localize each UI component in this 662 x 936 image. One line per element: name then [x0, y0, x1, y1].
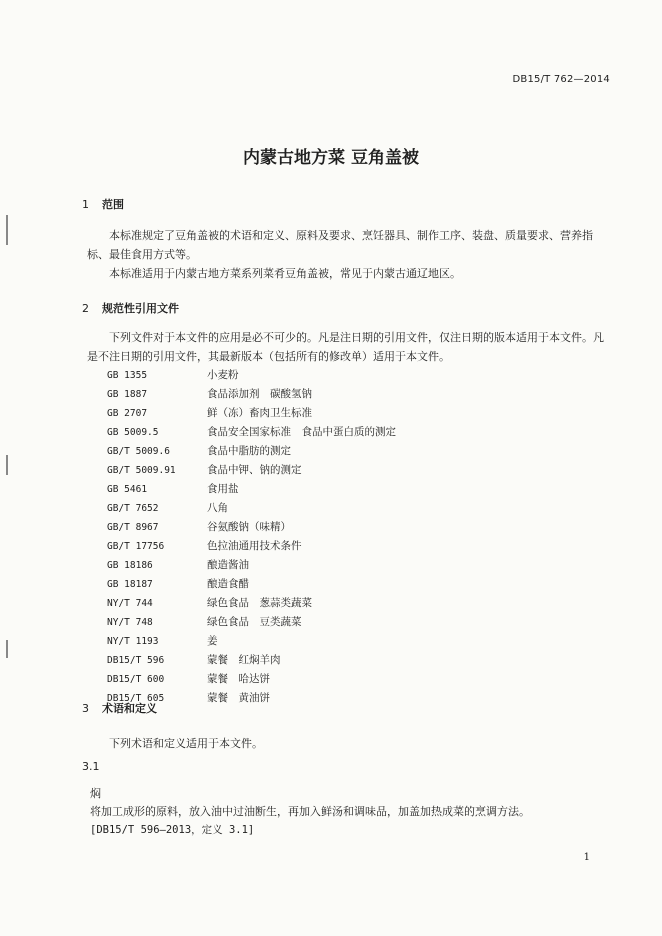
reference-title: 食品添加剂 碳酸氢钠 [207, 388, 312, 400]
reference-item [107, 423, 396, 442]
reference-code: DB15/T 600 [107, 674, 165, 685]
reference-title: 食品中脂肪的测定 [207, 445, 291, 457]
reference-code: GB 5009.5 [107, 427, 159, 438]
reference-item [107, 518, 396, 537]
reference-code: GB 1887 [107, 389, 148, 400]
definition-source: [DB15/T 596—2013，定义 3.1] [90, 824, 255, 836]
subclause-number: 3.1 [82, 760, 100, 773]
reference-title: 鲜（冻）畜肉卫生标准 [207, 407, 312, 419]
reference-item [107, 385, 396, 404]
reference-code: GB 18186 [107, 560, 153, 571]
reference-item [107, 556, 396, 575]
scope-paragraph-2: 本标准适用于内蒙古地方菜系列菜肴豆角盖被，常见于内蒙古通辽地区。 [109, 267, 461, 280]
reference-code: DB15/T 605 [107, 693, 165, 704]
reference-title: 蒙餐 黄油饼 [207, 692, 270, 704]
reference-title: 八角 [207, 502, 228, 514]
terms-intro: 下列术语和定义适用于本文件。 [109, 737, 263, 750]
scan-edge-mark [6, 215, 8, 245]
reference-title: 食用盐 [207, 483, 239, 495]
reference-title: 酿造食醋 [207, 578, 249, 590]
reference-item [107, 480, 396, 499]
reference-item [107, 442, 396, 461]
scan-edge-mark [6, 455, 8, 475]
reference-title: 谷氨酸钠（味精） [207, 521, 291, 533]
reference-code: GB 18187 [107, 579, 153, 590]
reference-item [107, 613, 396, 632]
reference-code: NY/T 748 [107, 617, 153, 628]
references-intro: 下列文件对于本文件的应用是必不可少的。凡是注日期的引用文件，仅注日期的版本适用于本文件。凡是不注日期的引用文件，其最新版本（包括所有的修改单）适用于本文件。 [87, 331, 604, 363]
term: 焖 [90, 787, 101, 800]
reference-title: 酿造酱油 [207, 559, 249, 571]
reference-list [107, 366, 396, 708]
scope-paragraph-1: 本标准规定了豆角盖被的术语和定义、原料及要求、烹饪器具、制作工序、装盘、质量要求、营养指标、最佳食用方式等。 [87, 229, 593, 261]
reference-code: GB 1355 [107, 370, 148, 381]
reference-item [107, 404, 396, 423]
reference-code: GB/T 5009.6 [107, 446, 170, 457]
section-number: 1 [82, 198, 89, 211]
reference-item [107, 632, 396, 651]
reference-code: DB15/T 596 [107, 655, 165, 666]
section-number: 2 [82, 302, 89, 315]
section-title: 范围 [102, 198, 124, 211]
reference-item [107, 537, 396, 556]
reference-code: NY/T 1193 [107, 636, 159, 647]
reference-item [107, 499, 396, 518]
reference-code: NY/T 744 [107, 598, 153, 609]
standard-code: DB15/T 762—2014 [512, 74, 610, 85]
page-number: 1 [583, 852, 590, 863]
reference-item [107, 575, 396, 594]
reference-title: 绿色食品 葱蒜类蔬菜 [207, 597, 312, 609]
reference-code: GB/T 5009.91 [107, 465, 176, 476]
document-title: 内蒙古地方菜 豆角盖被 [243, 148, 419, 168]
reference-title: 绿色食品 豆类蔬菜 [207, 616, 302, 628]
reference-item [107, 651, 396, 670]
reference-item [107, 670, 396, 689]
reference-item [107, 461, 396, 480]
section-title: 术语和定义 [102, 702, 157, 715]
reference-code: GB 5461 [107, 484, 148, 495]
section-2-heading [82, 300, 179, 316]
reference-item [107, 366, 396, 385]
reference-title: 蒙餐 红焖羊肉 [207, 654, 281, 666]
term-definition: 将加工成形的原料，放入油中过油断生，再加入鲜汤和调味品，加盖加热成菜的烹调方法。 [90, 805, 530, 818]
reference-title: 食品安全国家标准 食品中蛋白质的测定 [207, 426, 396, 438]
reference-code: GB/T 8967 [107, 522, 159, 533]
reference-code: GB/T 17756 [107, 541, 165, 552]
section-1-heading [82, 196, 124, 212]
section-3-heading [82, 700, 157, 716]
reference-title: 食品中钾、钠的测定 [207, 464, 302, 476]
reference-item [107, 594, 396, 613]
reference-code: GB/T 7652 [107, 503, 159, 514]
section-title: 规范性引用文件 [102, 302, 179, 315]
reference-title: 蒙餐 哈达饼 [207, 673, 270, 685]
reference-title: 姜 [207, 635, 218, 647]
reference-title: 小麦粉 [207, 369, 239, 381]
section-number: 3 [82, 702, 89, 715]
reference-title: 色拉油通用技术条件 [207, 540, 302, 552]
scan-edge-mark [6, 640, 8, 658]
reference-code: GB 2707 [107, 408, 148, 419]
